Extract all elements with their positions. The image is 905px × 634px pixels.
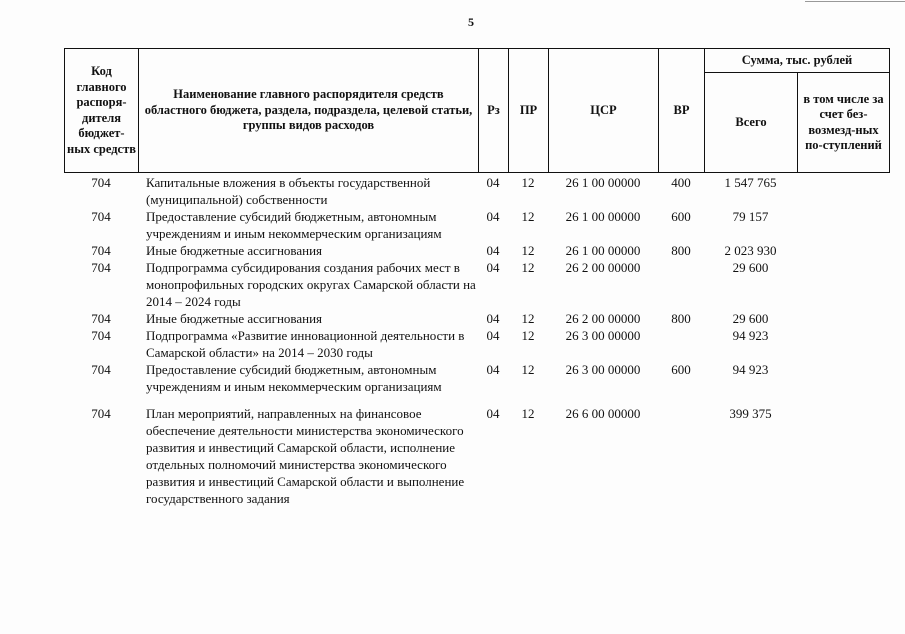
table-row (64, 259, 889, 310)
row-name: Подпрограмма «Развитие инновационной деятельности в Самарской области» на 2014 – 2030 годы (146, 328, 465, 360)
table-row (64, 310, 889, 327)
row-rz: 04 (486, 311, 500, 326)
row-csr: 26 6 00 00000 (565, 406, 641, 421)
top-edge-line (805, 1, 905, 2)
row-rz: 04 (486, 175, 500, 190)
header-pr: ПР (509, 49, 549, 173)
row-total: 399 375 (729, 406, 772, 421)
row-incl (797, 310, 889, 327)
table-body (64, 174, 889, 507)
row-rz: 04 (486, 362, 500, 377)
row-total: 94 923 (732, 328, 769, 343)
header-csr: ЦСР (549, 49, 659, 173)
row-csr: 26 3 00 00000 (565, 362, 641, 377)
row-code: 704 (91, 209, 111, 224)
table-header (64, 48, 890, 173)
row-code: 704 (91, 328, 111, 343)
row-vr: 400 (671, 175, 691, 190)
row-vr: 800 (671, 243, 691, 258)
row-incl (797, 174, 889, 208)
row-incl (797, 361, 889, 395)
table-row (64, 242, 889, 259)
row-code: 704 (91, 175, 111, 190)
row-vr: 600 (671, 209, 691, 224)
row-total: 79 157 (732, 209, 769, 224)
row-vr (658, 327, 704, 361)
table-row (64, 327, 889, 361)
row-rz: 04 (486, 328, 500, 343)
table-row (64, 208, 889, 242)
row-name: Капитальные вложения в объекты государственной (муниципальной) собственности (146, 175, 431, 207)
row-code: 704 (91, 243, 111, 258)
row-name: Подпрограмма субсидирования создания рабочих мест в монопрофильных городских округах Самарской области на 2014 – 2024 годы (146, 260, 476, 309)
row-name: Предоставление субсидий бюджетным, автономным учреждениям и иным некоммерческим организациям (146, 209, 442, 241)
row-rz: 04 (486, 209, 500, 224)
row-total: 29 600 (732, 260, 769, 275)
row-name: Иные бюджетные ассигнования (146, 311, 323, 326)
row-pr: 12 (521, 243, 535, 258)
row-total: 94 923 (732, 362, 769, 377)
row-incl (797, 259, 889, 310)
table-row (64, 405, 889, 507)
row-vr: 600 (671, 362, 691, 377)
row-csr: 26 2 00 00000 (565, 260, 641, 275)
header-vr: ВР (659, 49, 705, 173)
row-rz: 04 (486, 406, 500, 421)
row-csr: 26 1 00 00000 (565, 175, 641, 190)
row-total: 1 547 765 (724, 175, 777, 190)
row-code: 704 (91, 362, 111, 377)
row-pr: 12 (521, 406, 535, 421)
row-csr: 26 1 00 00000 (565, 243, 641, 258)
row-vr: 800 (671, 311, 691, 326)
row-vr (658, 259, 704, 310)
row-incl (797, 208, 889, 242)
header-sum: Сумма, тыс. рублей (705, 49, 890, 73)
row-name: Иные бюджетные ассигнования (146, 243, 323, 258)
table-row (64, 174, 889, 208)
header-total: Всего (705, 73, 798, 173)
header-code: Код главного распоря-дителя бюджет-ных средств (65, 49, 139, 173)
row-pr: 12 (521, 328, 535, 343)
row-pr: 12 (521, 260, 535, 275)
row-csr: 26 2 00 00000 (565, 311, 641, 326)
row-incl (797, 405, 889, 507)
row-csr: 26 1 00 00000 (565, 209, 641, 224)
row-code: 704 (91, 406, 111, 421)
row-total: 29 600 (732, 311, 769, 326)
row-spacer (64, 395, 889, 405)
row-pr: 12 (521, 209, 535, 224)
header-name: Наименование главного распорядителя средств областного бюджета, раздела, подраздела, целевой статьи, группы видов расходов (139, 49, 479, 173)
row-pr: 12 (521, 175, 535, 190)
row-vr (658, 405, 704, 507)
page-number: 5 (468, 15, 474, 29)
row-name: План мероприятий, направленных на финансовое обеспечение деятельности министерства экономического развития и инвестиций Самарской области, исполнение отдельных полномочий министерства экономического развития и инвестиций Самарской области и выполнение государственного задания (146, 406, 465, 506)
table-row (64, 361, 889, 395)
header-incl: в том числе за счет без-возмезд-ных по-ступлений (798, 73, 890, 173)
row-code: 704 (91, 311, 111, 326)
row-pr: 12 (521, 311, 535, 326)
row-code: 704 (91, 260, 111, 275)
row-total: 2 023 930 (724, 243, 777, 258)
row-name: Предоставление субсидий бюджетным, автономным учреждениям и иным некоммерческим организациям (146, 362, 442, 394)
row-incl (797, 327, 889, 361)
row-rz: 04 (486, 243, 500, 258)
row-incl (797, 242, 889, 259)
row-rz: 04 (486, 260, 500, 275)
row-csr: 26 3 00 00000 (565, 328, 641, 343)
row-pr: 12 (521, 362, 535, 377)
header-rz: Рз (479, 49, 509, 173)
